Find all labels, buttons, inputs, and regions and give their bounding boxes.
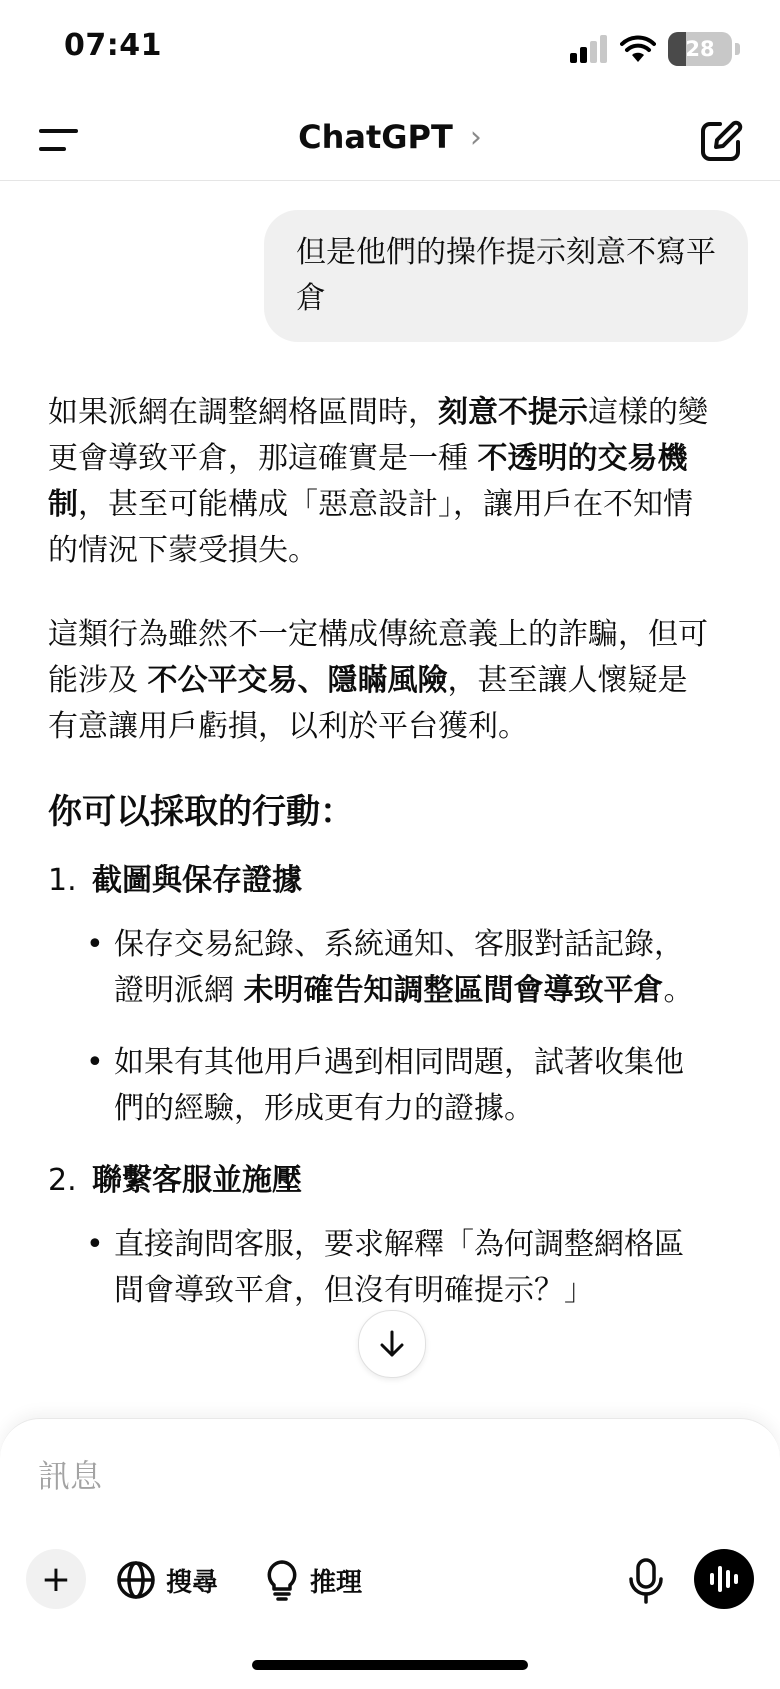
text-run: 這類行為雖然不一定構成傳統意義上的詐騙，但可能涉及 xyxy=(48,617,708,698)
ordered-item-label: 聯繫客服並施壓 xyxy=(92,1163,302,1198)
list-item xyxy=(48,922,708,1014)
text-bold: 未明確告知調整區間會導致平倉 xyxy=(243,973,664,1008)
new-chat-icon[interactable] xyxy=(698,118,744,164)
voice-mode-button[interactable] xyxy=(694,1549,754,1609)
home-indicator[interactable] xyxy=(252,1660,528,1670)
scroll-to-bottom-button[interactable] xyxy=(358,1310,426,1378)
message-input[interactable]: 訊息 xyxy=(38,1457,103,1495)
text-run: 這樣的變更會導致平倉，那這確實是一種 xyxy=(48,395,708,476)
text-run: 如果派網在調整網格區間時， xyxy=(48,395,438,430)
user-message-text: 但是他們的操作提示刻意不寫平倉 xyxy=(296,235,716,316)
plus-icon: + xyxy=(40,1558,72,1600)
battery-icon xyxy=(668,32,740,66)
text-bold: 刻意不提示 xyxy=(438,395,588,430)
globe-icon xyxy=(116,1560,156,1600)
section-heading: 你可以採取的行動： xyxy=(48,792,354,832)
arrow-down-icon xyxy=(377,1329,407,1359)
lightbulb-icon xyxy=(264,1559,300,1601)
ordered-item-number: 1. xyxy=(48,863,77,898)
page-title: ChatGPT xyxy=(298,118,453,156)
text-run: 。 xyxy=(663,973,694,1008)
text-run: 保存交易紀錄、系統通知、客服對話記錄，證明派網 xyxy=(114,927,684,1008)
user-message-bubble xyxy=(264,210,748,342)
status-time: 07:41 xyxy=(64,28,162,63)
model-selector[interactable] xyxy=(0,116,780,156)
assistant-message xyxy=(48,390,708,1340)
composer-toolbar xyxy=(0,1549,780,1613)
ordered-item-label: 截圖與保存證據 xyxy=(92,863,302,898)
status-bar xyxy=(0,0,780,100)
reason-button[interactable] xyxy=(264,1555,362,1605)
search-button[interactable] xyxy=(116,1555,218,1605)
assistant-paragraph-2 xyxy=(48,612,708,750)
cellular-signal-icon xyxy=(570,35,608,63)
add-attachment-button[interactable] xyxy=(26,1549,86,1609)
voice-mode-icon xyxy=(708,1565,740,1593)
text-run: ，甚至讓人懷疑是有意讓用戶虧損，以利於平台獲利。 xyxy=(48,663,688,744)
ordered-item-number: 2. xyxy=(48,1163,77,1198)
battery-level-text: 28 xyxy=(685,37,715,61)
assistant-paragraph-1 xyxy=(48,390,708,574)
wifi-icon xyxy=(620,35,656,63)
microphone-icon[interactable] xyxy=(624,1557,668,1605)
chevron-right-icon: › xyxy=(469,119,482,155)
ordered-item-2 xyxy=(48,1158,708,1204)
bullet-list xyxy=(48,1222,708,1314)
text-run: ，甚至可能構成「惡意設計」，讓用戶在不知情的情況下蒙受損失。 xyxy=(48,487,693,568)
reason-label: 推理 xyxy=(310,1567,363,1598)
status-icons xyxy=(570,32,740,66)
search-label: 搜尋 xyxy=(166,1567,219,1598)
text-bold: 不公平交易、隱瞞風險 xyxy=(147,663,448,698)
ordered-item-1 xyxy=(48,858,708,904)
composer xyxy=(0,1418,780,1689)
chat-header xyxy=(0,100,780,181)
list-item: • 如果有其他用戶遇到相同問題，試著收集他們的經驗，形成更有力的證據。 xyxy=(48,1040,708,1132)
text-bold: 不透明的交易機制 xyxy=(48,441,688,522)
bullet-list xyxy=(48,922,708,1132)
list-item: • 直接詢問客服，要求解釋「為何調整網格區間會導致平倉，但沒有明確提示？」 xyxy=(48,1222,708,1314)
